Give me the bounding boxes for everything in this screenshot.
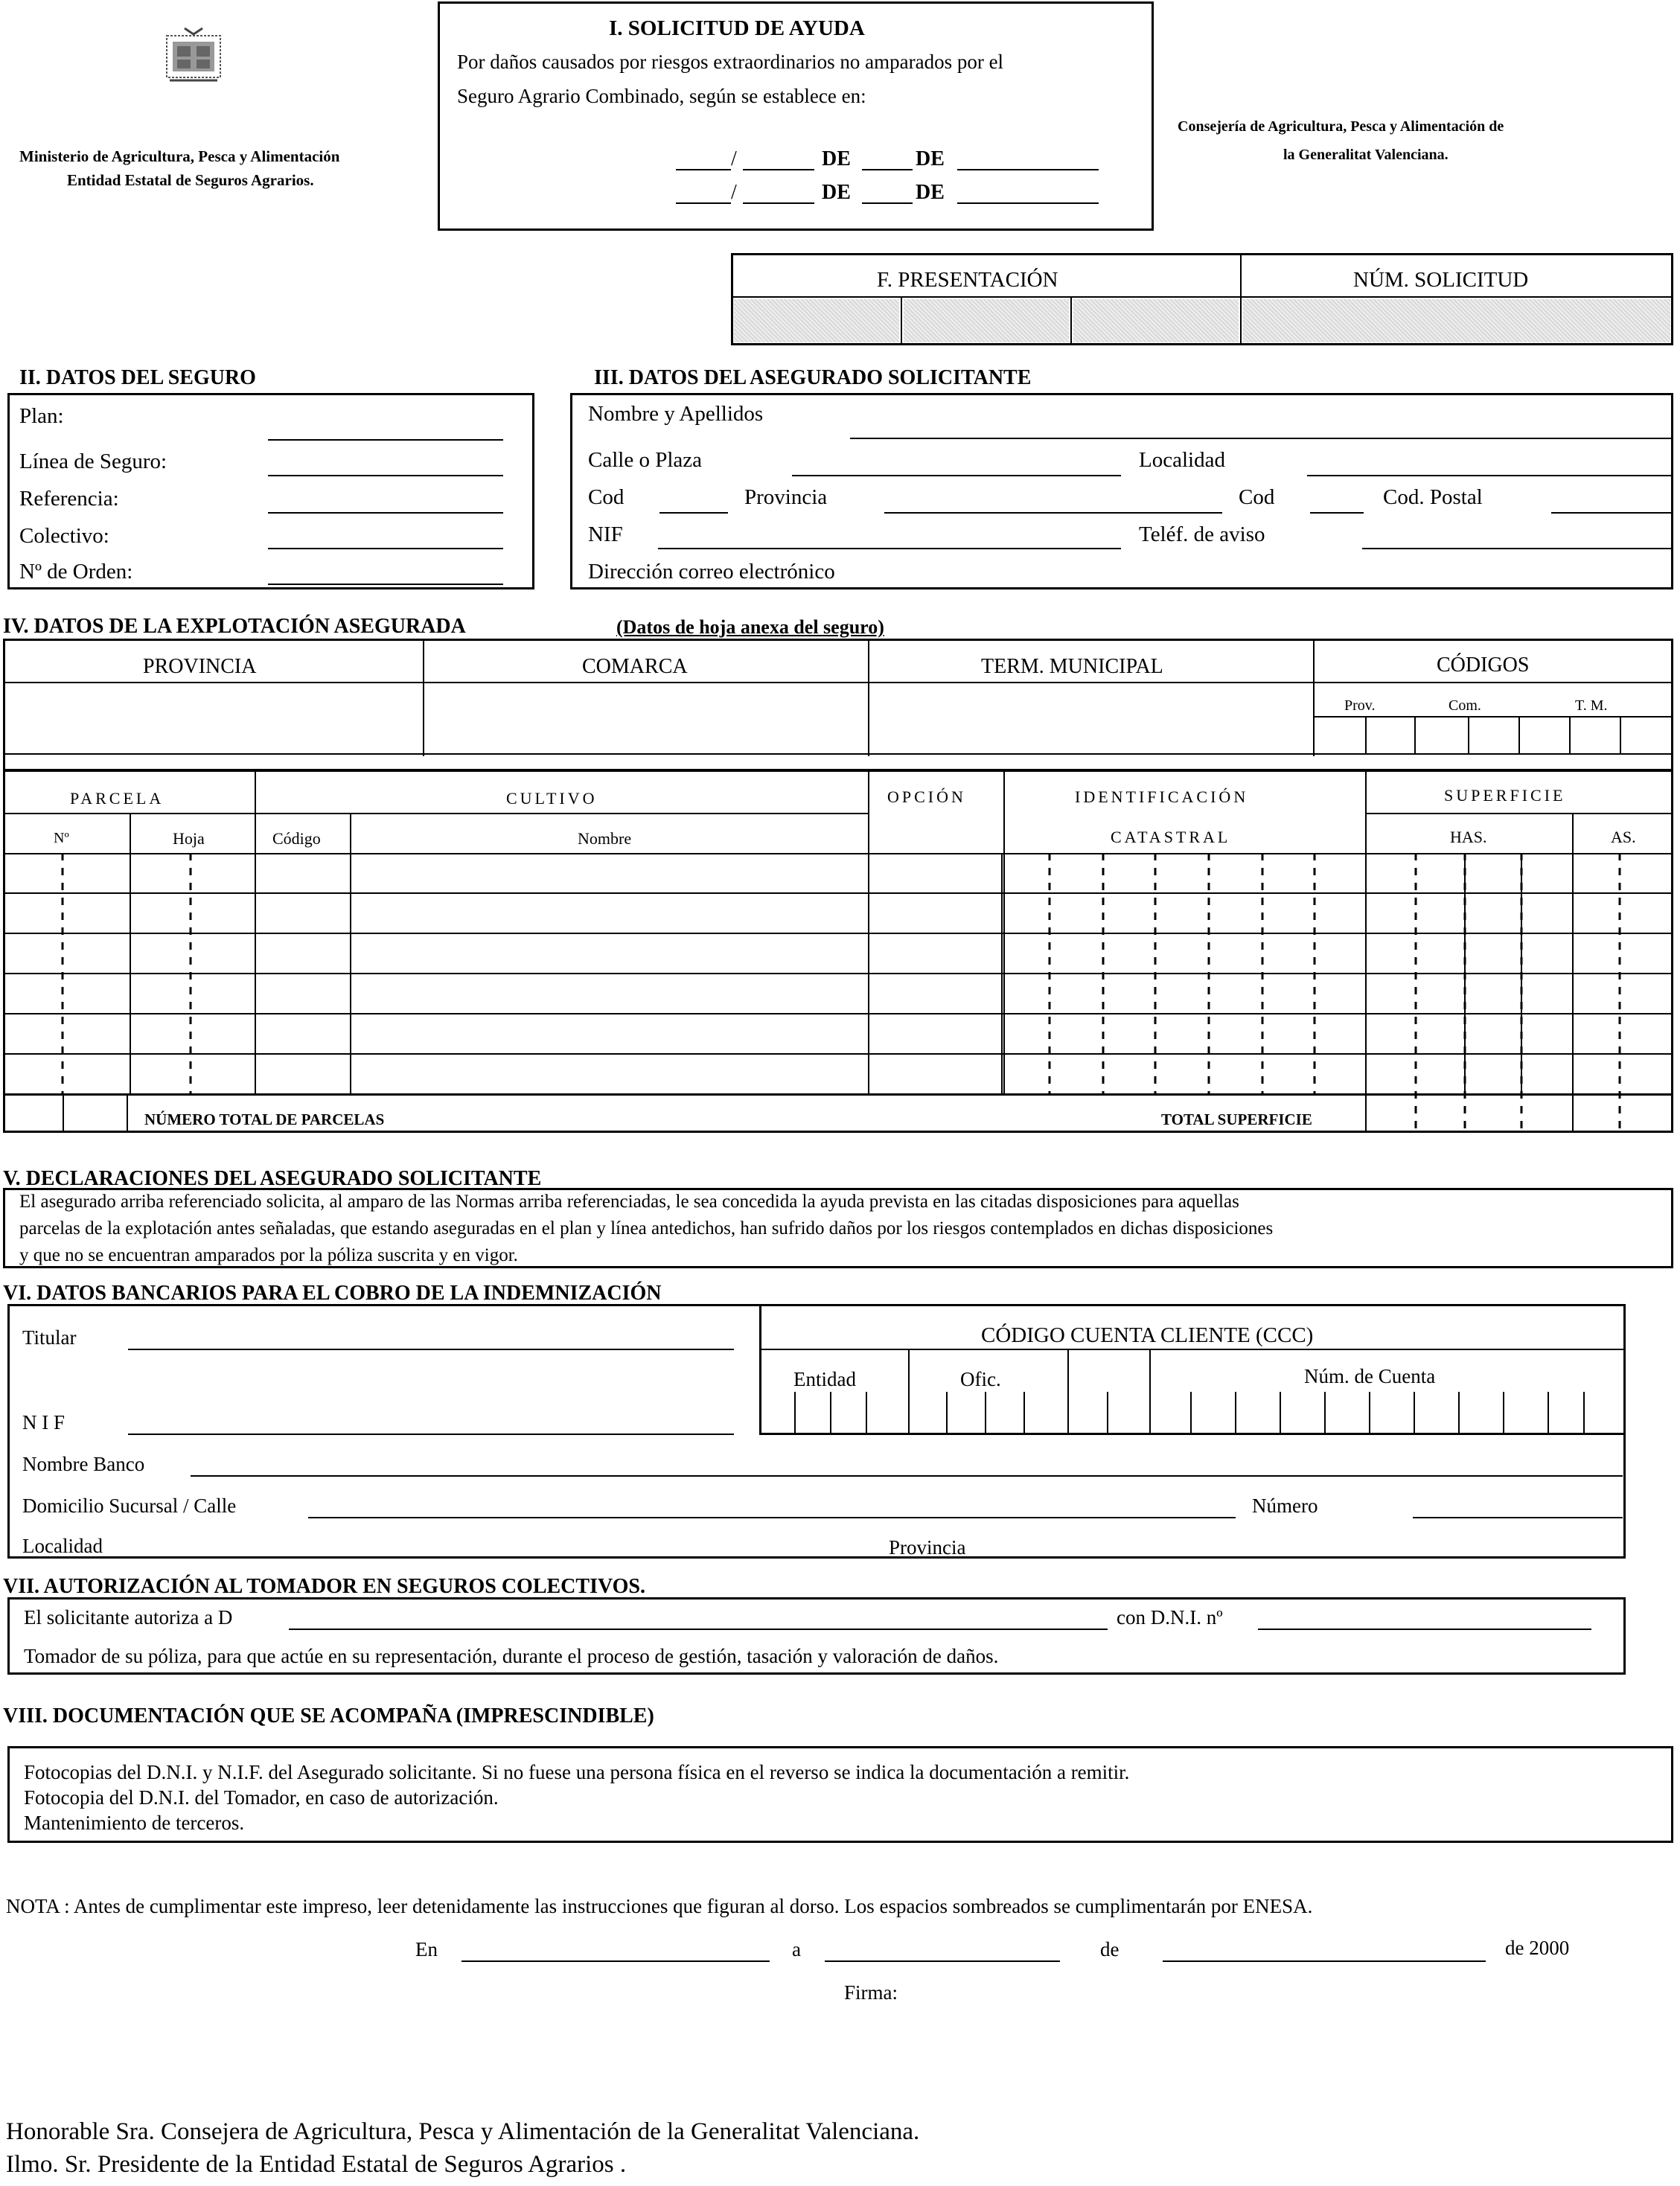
orden-field[interactable]	[268, 584, 503, 585]
ministry-name: Ministerio de Agricultura, Pesca y Alimentación	[19, 147, 340, 165]
presentation-date-day	[734, 299, 899, 342]
cultivo-nombre-header: Nombre	[578, 829, 632, 848]
section-explotacion-note: (Datos de hoja anexa del seguro)	[616, 616, 884, 638]
referencia-label: Referencia:	[19, 487, 119, 511]
cod-localidad-field[interactable]	[1310, 512, 1364, 514]
identificacion-header: IDENTIFICACIÓN	[1075, 787, 1249, 806]
codigo-prov-label: Prov.	[1344, 697, 1376, 714]
location-provincia-header: PROVINCIA	[143, 655, 257, 678]
cod-localidad-label: Cod	[1239, 485, 1275, 509]
declaracion-line-2: parcelas de la explotación antes señaladas, que estando aseguradas en el plan y línea antedichos, han sufrido daños por los riesgos contemplados en dichas disposiciones	[19, 1218, 1274, 1239]
linea-field[interactable]	[268, 475, 503, 476]
total-parcelas-label: NÚMERO TOTAL DE PARCELAS	[144, 1110, 385, 1128]
dia-label: a	[792, 1938, 801, 1960]
colectivo-field[interactable]	[268, 548, 503, 549]
parcela-hoja-header: Hoja	[173, 829, 205, 848]
ccc-ofic-label: Ofic.	[960, 1368, 1001, 1390]
calle-field[interactable]	[792, 475, 1121, 476]
section-documentacion-heading: VIII. DOCUMENTACIÓN QUE SE ACOMPAÑA (IMPRESCINDIBLE)	[3, 1704, 654, 1728]
declaracion-line-3: y que no se encuentran amparados por la póliza suscrita y en vigor.	[19, 1245, 518, 1265]
nota-text: NOTA : Antes de cumplimentar este impreso, leer detenidamente las instrucciones que figuran al dorso. Los espacios sombreados se cumplimentarán por ENESA.	[6, 1895, 1313, 1917]
location-comarca-header: COMARCA	[582, 655, 688, 678]
lugar-label: En	[415, 1938, 438, 1960]
domicilio-field[interactable]	[308, 1517, 1236, 1518]
titular-label: Titular	[22, 1326, 77, 1349]
superficie-header: SUPERFICIE	[1444, 786, 1566, 805]
parcel-rows[interactable]	[3, 853, 1673, 1094]
autoriza-label: El solicitante autoriza a D	[24, 1606, 233, 1629]
referencia-field[interactable]	[268, 512, 503, 514]
section-asegurado-heading: III. DATOS DEL ASEGURADO SOLICITANTE	[594, 366, 1032, 389]
documentacion-line-2: Fotocopia del D.N.I. del Tomador, en caso de autorización.	[24, 1786, 499, 1809]
section-declaraciones-heading: V. DECLARACIONES DEL ASEGURADO SOLICITANTE	[3, 1167, 542, 1190]
total-superficie-label: TOTAL SUPERFICIE	[1161, 1110, 1312, 1128]
nif-field[interactable]	[658, 548, 1121, 549]
location-term-header: TERM. MUNICIPAL	[981, 655, 1163, 678]
section-bancarios-heading: VI. DATOS BANCARIOS PARA EL COBRO DE LA INDEMNIZACIÓN	[3, 1282, 662, 1305]
cod-provincia-label: Cod	[588, 485, 625, 509]
addressee-consejera: Honorable Sra. Consejera de Agricultura, Pesca y Alimentación de la Generalitat Valenciana.	[6, 2118, 920, 2145]
ccc-digits[interactable]	[759, 1392, 1626, 1434]
application-number-field	[1243, 299, 1670, 342]
cultivo-header: CULTIVO	[506, 789, 598, 808]
plan-label: Plan:	[19, 404, 64, 428]
ccc-header: CÓDIGO CUENTA CLIENTE (CCC)	[981, 1323, 1314, 1347]
documentacion-line-1: Fotocopias del D.N.I. y N.I.F. del Asegurado solicitante. Si no fuese una persona física en el reverso se indica la documentación a remitir.	[24, 1761, 1130, 1783]
numero-label: Número	[1252, 1495, 1318, 1517]
autorizacion-text: Tomador de su póliza, para que actúe en su representación, durante el proceso de gestión, tasación y valoración de daños.	[24, 1645, 999, 1667]
mes-label: de	[1100, 1938, 1120, 1960]
documentacion-line-3: Mantenimiento de terceros.	[24, 1812, 245, 1834]
addressee-presidente: Ilmo. Sr. Presidente de la Entidad Estatal de Seguros Agrarios .	[6, 2151, 627, 2178]
nombre-banco-label: Nombre Banco	[22, 1453, 145, 1475]
provincia-label: Provincia	[744, 485, 828, 509]
consejeria-name: Consejería de Agricultura, Pesca y Alimentación de	[1178, 118, 1504, 135]
nombre-field[interactable]	[850, 438, 1672, 439]
presentation-date-month	[904, 299, 1069, 342]
consejeria-name-2: la Generalitat Valenciana.	[1283, 147, 1449, 163]
numero-field[interactable]	[1413, 1517, 1623, 1518]
cod-postal-label: Cod. Postal	[1383, 485, 1483, 509]
banco-provincia-label: Provincia	[889, 1536, 966, 1559]
cultivo-codigo-header: Código	[272, 829, 321, 848]
application-number-label: NÚM. SOLICITUD	[1353, 268, 1529, 292]
localidad-field[interactable]	[1307, 475, 1672, 476]
presentation-date-label: F. PRESENTACIÓN	[877, 268, 1058, 292]
total-superficie-field[interactable]	[1368, 1097, 1670, 1130]
superficie-has-header: HAS.	[1450, 828, 1487, 846]
declaracion-line-1: El asegurado arriba referenciado solicita, al amparo de las Normas arriba referenciadas, le sea concedida la ayuda prevista en las citadas disposiciones para aquellas	[19, 1192, 1239, 1212]
orden-label: Nº de Orden:	[19, 560, 133, 584]
tomador-dni-field[interactable]	[1258, 1629, 1591, 1630]
ccc-cuenta-label: Núm. de Cuenta	[1304, 1365, 1436, 1387]
section-autorizacion-heading: VII. AUTORIZACIÓN AL TOMADOR EN SEGUROS COLECTIVOS.	[3, 1575, 645, 1598]
telefono-label: Teléf. de aviso	[1139, 522, 1265, 546]
location-comarca-field[interactable]	[426, 683, 866, 752]
tomador-name-field[interactable]	[289, 1629, 1108, 1630]
nombre-banco-field[interactable]	[191, 1475, 1623, 1477]
cod-postal-field[interactable]	[1551, 512, 1672, 514]
form-title: I. SOLICITUD DE AYUDA	[609, 16, 865, 40]
enesa-name: Entidad Estatal de Seguros Agrarios.	[67, 171, 314, 189]
presentation-date-year	[1073, 299, 1239, 342]
nif-label: NIF	[588, 522, 623, 546]
location-codigos-header: CÓDIGOS	[1437, 653, 1530, 677]
dia-field[interactable]	[825, 1960, 1060, 1962]
banco-nif-label: N I F	[22, 1411, 66, 1434]
section-explotacion-heading: IV. DATOS DE LA EXPLOTACIÓN ASEGURADA	[3, 615, 466, 638]
opcion-header: OPCIÓN	[887, 787, 966, 806]
catastral-header: CATASTRAL	[1111, 828, 1231, 846]
codigo-com-label: Com.	[1449, 697, 1481, 714]
titular-field[interactable]	[128, 1349, 734, 1350]
year-label: de 2000	[1505, 1937, 1570, 1959]
location-term-field[interactable]	[871, 683, 1312, 752]
banco-localidad-label: Localidad	[22, 1535, 103, 1557]
form-subtitle-2: Seguro Agrario Combinado, según se establece en:	[457, 85, 866, 107]
superficie-as-header: AS.	[1611, 828, 1636, 846]
signature-area[interactable]	[744, 2010, 1265, 2091]
parcela-header: PARCELA	[70, 789, 165, 808]
parcela-num-header: Nº	[54, 830, 69, 846]
banco-nif-field[interactable]	[128, 1434, 734, 1435]
coat-of-arms-icon	[162, 25, 225, 85]
form-subtitle-1: Por daños causados por riesgos extraordinarios no amparados por el	[457, 51, 1004, 73]
firma-label: Firma:	[844, 1981, 898, 2004]
mes-field[interactable]	[1163, 1960, 1486, 1962]
localidad-label: Localidad	[1139, 448, 1225, 472]
codigo-tm-label: T. M.	[1575, 697, 1608, 714]
cod-provincia-field[interactable]	[659, 512, 728, 514]
section-seguro-heading: II. DATOS DEL SEGURO	[19, 366, 256, 389]
plan-field[interactable]	[268, 439, 503, 441]
total-parcelas-field[interactable]	[6, 1097, 125, 1130]
calle-label: Calle o Plaza	[588, 448, 703, 472]
location-provincia-field[interactable]	[6, 683, 421, 752]
nombre-label: Nombre y Apellidos	[588, 402, 764, 426]
tomador-dni-label: con D.N.I. nº	[1117, 1606, 1223, 1629]
linea-label: Línea de Seguro:	[19, 450, 167, 473]
colectivo-label: Colectivo:	[19, 524, 109, 548]
email-label: Dirección correo electrónico	[588, 560, 835, 584]
telefono-field[interactable]	[1362, 548, 1672, 549]
ccc-entidad-label: Entidad	[793, 1368, 856, 1390]
domicilio-label: Domicilio Sucursal / Calle	[22, 1495, 237, 1517]
lugar-field[interactable]	[461, 1960, 770, 1962]
provincia-field[interactable]	[884, 512, 1222, 514]
